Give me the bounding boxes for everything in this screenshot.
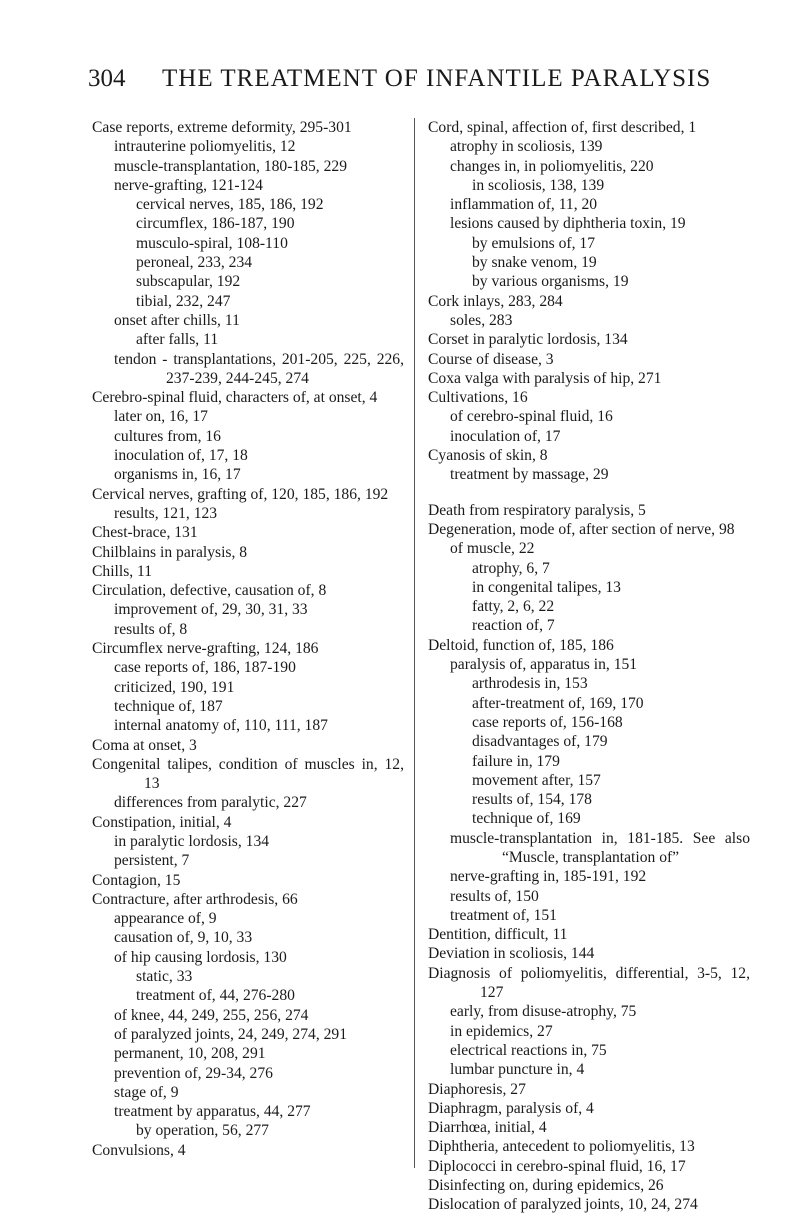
index-subentry: nerve-grafting in, 185-191, 192	[450, 868, 647, 886]
index-subentry: tibial, 232, 247	[136, 292, 231, 310]
index-group-c	[428, 118, 750, 485]
index-subentry: arthrodesis in, 153	[472, 675, 588, 693]
index-entry: Diaphoresis, 27	[428, 1080, 526, 1098]
index-entry: Deltoid, function of, 185, 186	[428, 636, 614, 654]
index-subentry: persistent, 7	[114, 852, 190, 870]
index-subentry: internal anatomy of, 110, 111, 187	[114, 717, 328, 735]
index-subentry: peroneal, 233, 234	[136, 254, 253, 272]
index-subentry: treatment of, 44, 276-280	[136, 987, 295, 1005]
index-subentry: in paralytic lordosis, 134	[114, 832, 270, 850]
index-subentry: movement after, 157	[472, 771, 601, 789]
index-subentry: improvement of, 29, 30, 31, 33	[114, 601, 308, 619]
index-subentry: onset after chills, 11	[114, 311, 240, 329]
index-entry: Dentition, difficult, 11	[428, 926, 568, 944]
index-subentry: lumbar puncture in, 4	[450, 1061, 585, 1079]
index-subentry: intrauterine poliomyelitis, 12	[114, 138, 296, 156]
index-entry: Convulsions, 4	[92, 1141, 186, 1159]
index-subentry: subscapular, 192	[136, 273, 241, 291]
index-column-right	[428, 118, 750, 1214]
index-entry: Constipation, initial, 4	[92, 813, 232, 831]
index-subentry: cultures from, 16	[114, 427, 221, 445]
index-entry: Cyanosis of skin, 8	[428, 447, 548, 465]
group-gap	[428, 485, 750, 501]
index-subentry: prevention of, 29-34, 276	[114, 1064, 273, 1082]
index-subentry: nerve-grafting, 121-124	[114, 176, 263, 194]
index-subentry: electrical reactions in, 75	[450, 1041, 607, 1059]
index-subentry: organisms in, 16, 17	[114, 466, 241, 484]
index-entry: Contagion, 15	[92, 871, 181, 889]
index-entry: Cervical nerves, grafting of, 120, 185, 186, 192	[92, 485, 389, 503]
index-entry: Contracture, after arthrodesis, 66	[92, 890, 298, 908]
index-subentry: by various organisms, 19	[472, 273, 629, 291]
index-subentry: static, 33	[136, 968, 193, 986]
index-subentry: reaction of, 7	[472, 617, 555, 635]
index-entry: Coma at onset, 3	[92, 736, 197, 754]
index-entry: Degeneration, mode of, after section of nerve, 98	[428, 520, 735, 538]
index-subentry: disadvantages of, 179	[472, 733, 608, 751]
index-subentry: results of, 154, 178	[472, 791, 592, 809]
index-subentry: permanent, 10, 208, 291	[114, 1045, 266, 1063]
index-entry: Chilblains in paralysis, 8	[92, 543, 248, 561]
index-subentry: criticized, 190, 191	[114, 678, 235, 696]
index-entry: Diaphragm, paralysis of, 4	[428, 1099, 594, 1117]
index-entry: Case reports, extreme deformity, 295-301	[92, 119, 352, 136]
page-number: 304	[88, 65, 126, 92]
index-subentry: in epidemics, 27	[450, 1022, 553, 1040]
index-subentry: treatment by massage, 29	[450, 466, 609, 484]
index-subentry: inoculation of, 17	[450, 427, 561, 445]
index-subentry: causation of, 9, 10, 33	[114, 929, 253, 947]
index-subentry: cervical nerves, 185, 186, 192	[136, 196, 324, 214]
index-subentry: case reports of, 186, 187-190	[114, 659, 296, 677]
index-entry: Corset in paralytic lordosis, 134	[428, 331, 628, 349]
index-subentry: of muscle, 22	[450, 540, 535, 558]
index-subentry: treatment of, 151	[450, 906, 557, 924]
index-group-d	[428, 501, 750, 1215]
index-subentry: paralysis of, apparatus in, 151	[450, 656, 638, 674]
index-entry: Dislocation of paralyzed joints, 10, 24, 274	[428, 1196, 698, 1214]
index-subentry: stage of, 9	[114, 1083, 179, 1101]
index-entry: Circulation, defective, causation of, 8	[92, 582, 327, 600]
index-entry: Disinfecting on, during epidemics, 26	[428, 1177, 664, 1195]
running-title: THE TREATMENT OF INFANTILE PARALYSIS	[162, 65, 712, 92]
index-subentry: later on, 16, 17	[114, 408, 208, 426]
index-entry: Diplococci in cerebro-spinal fluid, 16, 17	[428, 1157, 686, 1175]
index-subentry: technique of, 169	[472, 810, 581, 828]
index-entry: Death from respiratory paralysis, 5	[428, 501, 646, 519]
index-entry: Cultivations, 16	[428, 389, 528, 407]
index-column-left	[92, 118, 404, 1159]
index-subentry: of paralyzed joints, 24, 249, 274, 291	[114, 1025, 348, 1043]
page-header	[88, 64, 732, 100]
index-subentry: case reports of, 156-168	[472, 713, 623, 731]
index-subentry: in scoliosis, 138, 139	[472, 176, 605, 194]
index-subentry: atrophy, 6, 7	[472, 559, 550, 577]
index-subentry: soles, 283	[450, 311, 513, 329]
index-subentry: fatty, 2, 6, 22	[472, 598, 555, 616]
index-subentry: of cerebro-spinal fluid, 16	[450, 408, 613, 426]
index-subentry: by emulsions of, 17	[472, 234, 596, 252]
index-subentry: of hip causing lordosis, 130	[114, 948, 287, 966]
index-entry: Congenital talipes, condition of muscles in, 12, 13	[92, 755, 404, 793]
index-subentry: muscle-transplantation, 180-185, 229	[114, 157, 347, 175]
index-entry: Course of disease, 3	[428, 350, 554, 368]
column-divider	[414, 118, 415, 1168]
index-subentry: technique of, 187	[114, 697, 223, 715]
index-subentry: after falls, 11	[136, 331, 219, 349]
index-subentry: lesions caused by diphtheria toxin, 19	[450, 215, 686, 233]
index-subentry: muscle-transplantation in, 181-185. See also “Muscle, transplantation of”	[450, 829, 750, 866]
index-subentry: by snake venom, 19	[472, 254, 597, 272]
index-entry: Cerebro-spinal fluid, characters of, at onset, 4	[92, 389, 378, 407]
index-subentry: differences from paralytic, 227	[114, 794, 307, 812]
index-subentry: atrophy in scoliosis, 139	[450, 138, 603, 156]
index-entry: Diphtheria, antecedent to poliomyelitis, 13	[428, 1138, 695, 1156]
index-subentry: of knee, 44, 249, 255, 256, 274	[114, 1006, 309, 1024]
index-subentry: in congenital talipes, 13	[472, 578, 621, 596]
index-subentry: changes in, in poliomyelitis, 220	[450, 157, 654, 175]
index-subentry: results, 121, 123	[114, 504, 218, 522]
index-subentry: early, from disuse-atrophy, 75	[450, 1003, 637, 1021]
index-subentry: tendon - transplantations, 201-205, 225, 226, 237-239, 244-245, 274	[114, 350, 404, 387]
index-subentry: results of, 8	[114, 620, 188, 638]
index-subentry: by operation, 56, 277	[136, 1122, 269, 1140]
index-entry: Cord, spinal, affection of, first described, 1	[428, 119, 697, 136]
index-subentry: treatment by apparatus, 44, 277	[114, 1103, 311, 1121]
index-entry: Deviation in scoliosis, 144	[428, 945, 595, 963]
index-entry: Cork inlays, 283, 284	[428, 292, 563, 310]
index-entry: Circumflex nerve-grafting, 124, 186	[92, 640, 319, 658]
index-subentry: musculo-spiral, 108-110	[136, 234, 288, 252]
index-subentry: appearance of, 9	[114, 910, 217, 928]
index-subentry: circumflex, 186-187, 190	[136, 215, 295, 233]
index-subentry: results of, 150	[450, 887, 539, 905]
index-entry: Diarrhœa, initial, 4	[428, 1119, 547, 1137]
index-entry: Coxa valga with paralysis of hip, 271	[428, 369, 662, 387]
index-subentry: inoculation of, 17, 18	[114, 447, 248, 465]
index-subentry: failure in, 179	[472, 752, 560, 770]
index-subentry: inflammation of, 11, 20	[450, 196, 598, 214]
index-entry: Chills, 11	[92, 562, 153, 580]
index-entry: Chest-brace, 131	[92, 524, 198, 542]
index-entry: Diagnosis of poliomyelitis, differential, 3-5, 12, 127	[428, 964, 750, 1002]
index-subentry: after-treatment of, 169, 170	[472, 694, 644, 712]
